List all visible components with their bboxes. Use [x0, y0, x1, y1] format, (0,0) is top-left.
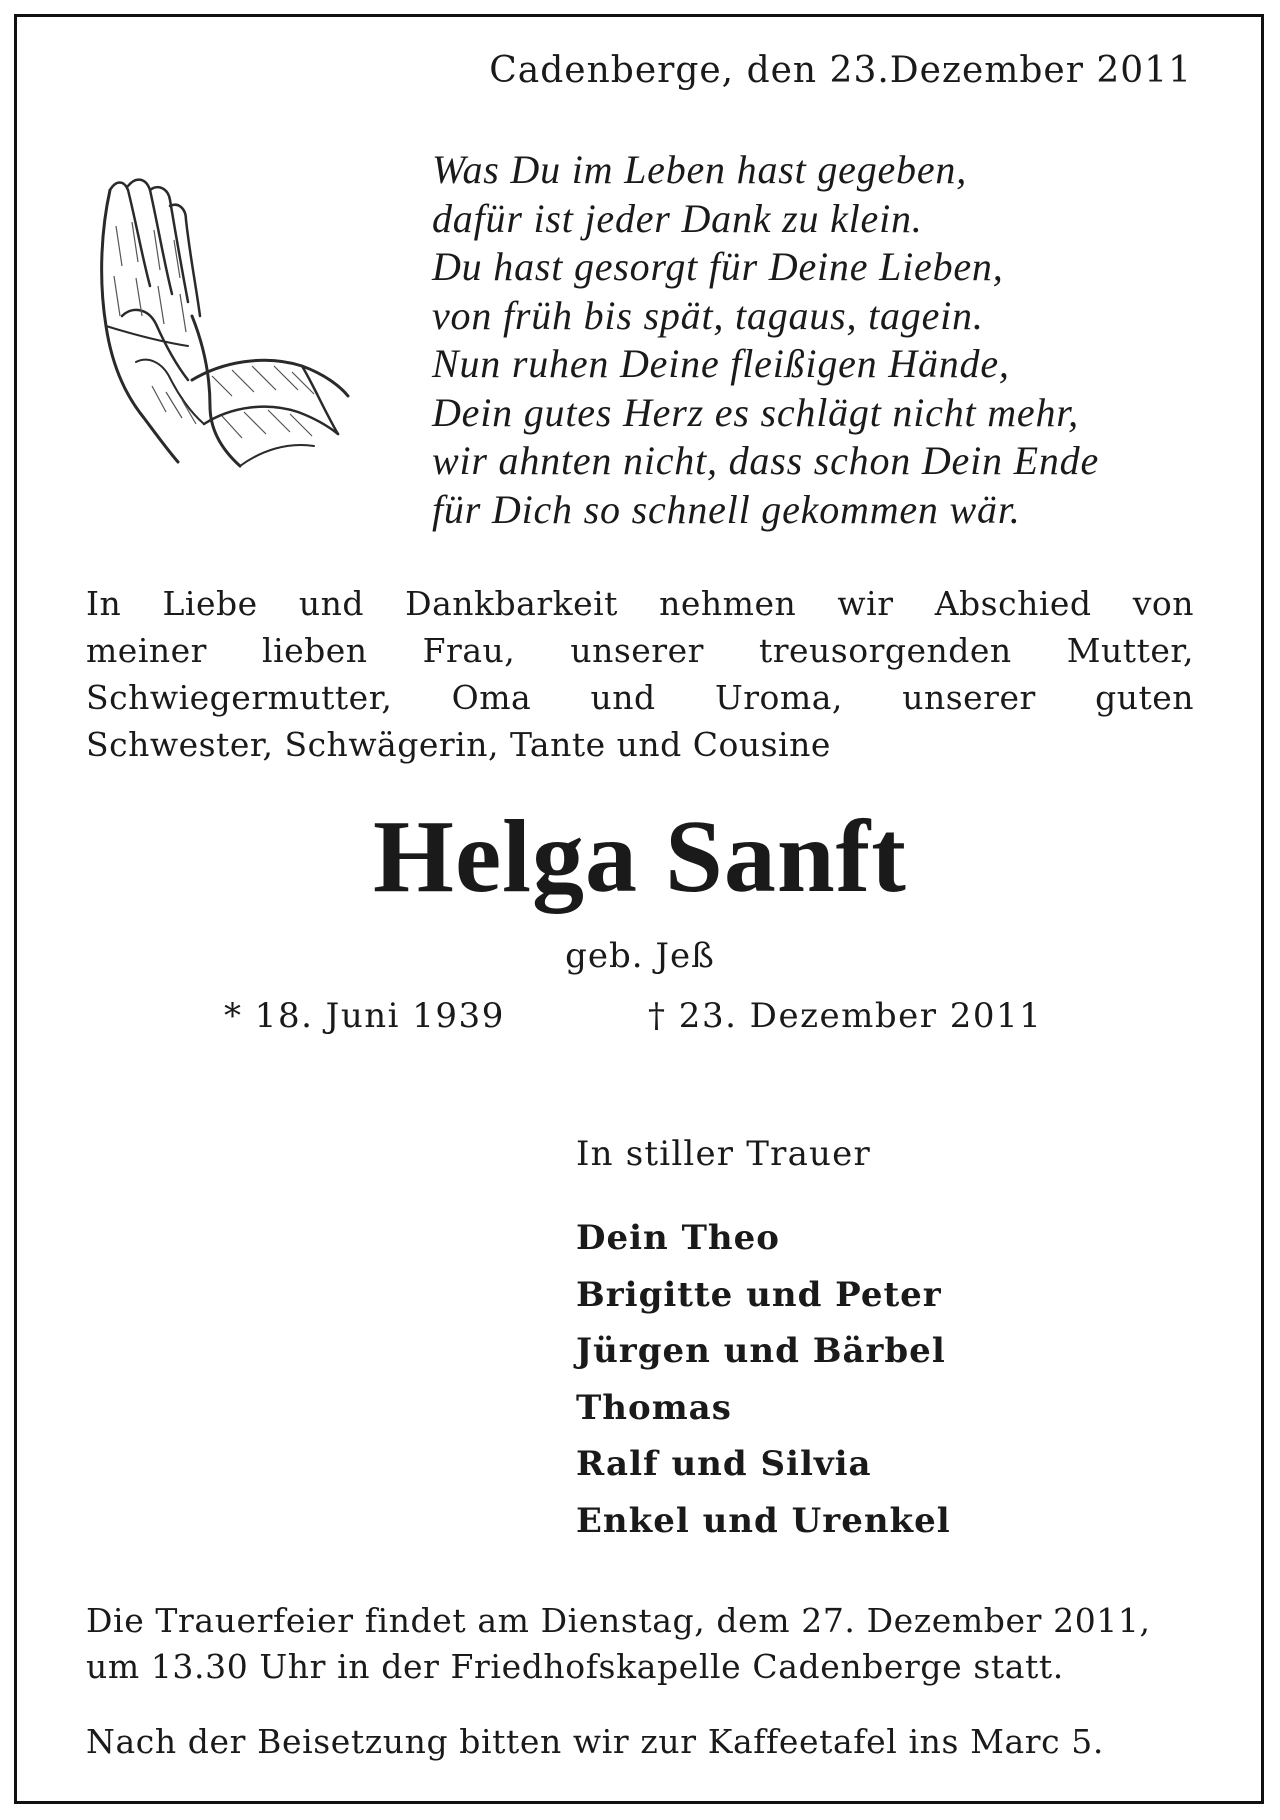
service-line: Die Trauerfeier findet am Dienstag, dem 27. Dezember 2011, — [86, 1601, 1151, 1640]
farewell-text — [86, 580, 1194, 768]
mourner-name: Ralf und Silvia — [576, 1444, 872, 1484]
poem-line: Dein gutes Herz es schlägt nicht mehr, — [432, 389, 1079, 435]
poem-line: Nun ruhen Deine fleißigen Hände, — [432, 341, 1010, 386]
mourner-name: Brigitte und Peter — [576, 1274, 942, 1315]
mourning-heading: In stiller Trauer — [576, 1134, 871, 1174]
farewell-line: Schwester, Schwägerin, Tante und Cousine — [86, 725, 831, 764]
poem-line: von früh bis spät, tagaus, tagein. — [432, 292, 984, 338]
farewell-line: Schwiegermutter, Oma und Uroma, unserer guten — [86, 678, 1194, 717]
place-date: Cadenberge, den 23.Dezember 2011 — [489, 50, 1192, 91]
mourner-name: Enkel und Urenkel — [576, 1500, 951, 1541]
mourner-name: Jürgen und Bärbel — [576, 1331, 946, 1371]
birth-date: * 18. Juni 1939 — [224, 996, 505, 1036]
maiden-name: geb. Jeß — [565, 936, 715, 976]
poem-line: für Dich so schnell gekommen wär. — [432, 486, 1021, 532]
mourner-name: Dein Theo — [576, 1218, 780, 1258]
reception-info: Nach der Beisetzung bitten wir zur Kaffeetafel ins Marc 5. — [86, 1722, 1104, 1761]
praying-hands-icon — [92, 166, 352, 476]
service-line: um 13.30 Uhr in der Friedhofskapelle Cadenberge statt. — [86, 1647, 1064, 1686]
mourner-name: Thomas — [576, 1387, 732, 1428]
poem-line: wir ahnten nicht, dass schon Dein Ende — [432, 438, 1100, 483]
poem-line: Was Du im Leben hast gegeben, — [432, 147, 967, 192]
service-info — [86, 1598, 1151, 1690]
mourners-list — [576, 1210, 951, 1549]
poem-line: dafür ist jeder Dank zu klein. — [432, 195, 923, 241]
poem-line: Du hast gesorgt für Deine Lieben, — [432, 244, 1004, 289]
farewell-line: In Liebe und Dankbarkeit nehmen wir Abschied von — [86, 584, 1194, 623]
poem — [432, 146, 1212, 534]
deceased-name: Helga Sanft — [373, 799, 907, 914]
death-date: † 23. Dezember 2011 — [648, 996, 1043, 1036]
farewell-line: meiner lieben Frau, unserer treusorgenden Mutter, — [86, 631, 1194, 670]
